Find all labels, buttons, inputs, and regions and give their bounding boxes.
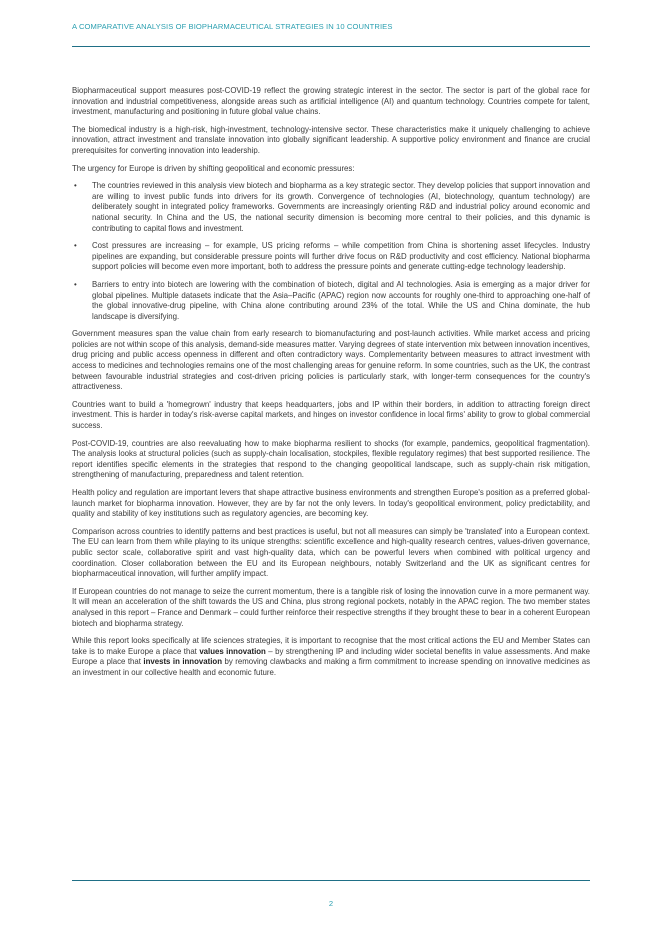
- header-rule: [72, 46, 590, 47]
- footer-rule: [72, 880, 590, 881]
- bullet-icon: •: [74, 279, 77, 289]
- paragraph: Biopharmaceutical support measures post-COVID-19 reflect the growing strategic interest in the sector. The sector is part of the global race for innovation and industrial competitiveness, alongside areas such as artificial intelligence (AI) and quantum technology. Countries compete for talent, investment, manufacturing and positioning in future global value chains.: [72, 86, 590, 117]
- final-text-1: While this report looks specifically at life sciences strategies, it is important to recognise that the most critical actions the EU and Member States can take is to make Europe a place that: [72, 636, 590, 656]
- emphasis-invests-in-innovation: invests in innovation: [143, 657, 222, 667]
- paragraph: Health policy and regulation are important levers that shape attractive business environments and strengthen Europe's position as a preferred global-launch market for biopharma innovation. However, they are by far not the only levers. In today's geopolitical environment, policy predictability, and quality and stability of key institutions such as regulatory agencies, are becoming key.: [72, 488, 590, 519]
- list-item: [72, 181, 590, 234]
- paragraph: Comparison across countries to identify patterns and best practices is useful, but not all measures can simply be 'translated' into a European context. The EU can learn from them while playing to its unique strengths: scientific excellence and high-quality research centres, values-driven governance, public sector scale, collaborative spirit and vast high-quality data, which can be powerful levers when combined with political urgency and coordination. Closer collaboration between the EU and its European neighbours, notably Switzerland and the UK as significant centres for biopharmaceutical innovation, will further amplify impact.: [72, 526, 590, 579]
- emphasis-values-innovation: values innovation: [199, 646, 266, 656]
- bullet-icon: •: [74, 181, 77, 191]
- paragraph: Government measures span the value chain from early research to biomanufacturing and post-launch activities. While market access and pricing policies are not within scope of this analysis, demand-side measures matter. Varying degrees of state intervention mix between innovation incentives, drug pricing and public access openness in different and often contradictory ways. Complementarity between measures to attract investment with access to medicines and technologies remains one of the most challenging areas for genuine reform. In some countries, such as the UK, the contrast between favourable industrial strategies and cost-driven pricing policies is particularly stark, with longer-term consequences for the country's attractiveness.: [72, 329, 590, 392]
- final-text-3: by removing clawbacks and making a firm commitment to increase spending on innovative medicines as an investment in our collective health and economic future.: [72, 657, 590, 677]
- list-item-text: Barriers to entry into biotech are lowering with the combination of biotech, digital and AI technologies. Asia is emerging as a major driver for global pipelines. Multiple datasets indicate that the Asia–Pacific (APAC) region now accounts for roughly one-third to approaching one-half of the global innovative-drug pipeline, with China alone contributing around 23% of the total. While the US and China dominate, the hub landscape is diversifying.: [92, 279, 590, 321]
- paragraph: The urgency for Europe is driven by shifting geopolitical and economic pressures:: [72, 163, 355, 173]
- list-item-text: Cost pressures are increasing – for example, US pricing reforms – while competition from China is shortening asset lifecycles. Industry pipelines are expanding, but considerable pressure points will further drive focus on R&D productivity and cost efficiency. National biopharma support policies will become even more important, both to address the pressure points and generate cutting-edge technology leadership.: [92, 241, 590, 272]
- body-content: [72, 86, 590, 686]
- paragraph: Countries want to build a 'homegrown' industry that keeps headquarters, jobs and IP within their borders, in addition to attracting foreign direct investment. This is harder in today's risk-averse capital markets, and hinges on investor confidence in local firms' ability to grow to global commercial success.: [72, 399, 590, 431]
- paragraph: If European countries do not manage to seize the current momentum, there is a tangible risk of losing the innovation curve in a more permanent way. It will mean an acceleration of the shift towards the US and China, plus strong regional pockets, notably in the APAC region. The two member states analysed in this report – France and Denmark – could further reinforce their respective strengths if they brought these to bear in a coherent European biotech and biopharma strategy.: [72, 586, 590, 628]
- bullet-icon: •: [74, 241, 77, 251]
- final-paragraph: [72, 636, 590, 678]
- list-item: [72, 280, 590, 322]
- paragraph: The biomedical industry is a high-risk, high-investment, technology-intensive sector. These characteristics make it uniquely challenging to achieve innovation, attract investment and translate innovation into globally significant leadership. A supportive policy environment and finance are crucial prerequisites for converting innovation into leadership.: [72, 124, 590, 155]
- page-number: 2: [328, 899, 334, 908]
- list-item: [72, 241, 590, 273]
- running-header: A COMPARATIVE ANALYSIS OF BIOPHARMACEUTICAL STRATEGIES IN 10 COUNTRIES: [72, 22, 393, 31]
- list-item-text: The countries reviewed in this analysis view biotech and biopharma as a key strategic sector. They develop policies that support innovation and are willing to invest public funds into drivers for its growth. Convergence of technologies (AI, biotechnology, quantum technology) are deliberately sought in integrated policy frameworks. Governments are increasingly orienting R&D and industrial policy around economic and national security. In China and the US, the national security dimension is becoming more central to their policies, and this dynamic is contributing to capital flows and investment.: [92, 181, 590, 233]
- final-text-2: – by strengthening IP and including wider societal benefits in value assessments. And make Europe a place that: [72, 646, 590, 667]
- paragraph: Post-COVID-19, countries are also reevaluating how to make biopharma resilient to shocks (for example, pandemics, geopolitical fragmentation). The analysis looks at structural policies (such as supply-chain localisation, stockpiles, flexible regulatory regimes) that best supported resilience. The report identifies specific elements in the strategies that respond to the changing geopolitical landscape, such as supply-chain risk mitigation, strengthening of manufacturing, preparedness and talent retention.: [72, 438, 590, 480]
- bullet-list: [72, 181, 590, 322]
